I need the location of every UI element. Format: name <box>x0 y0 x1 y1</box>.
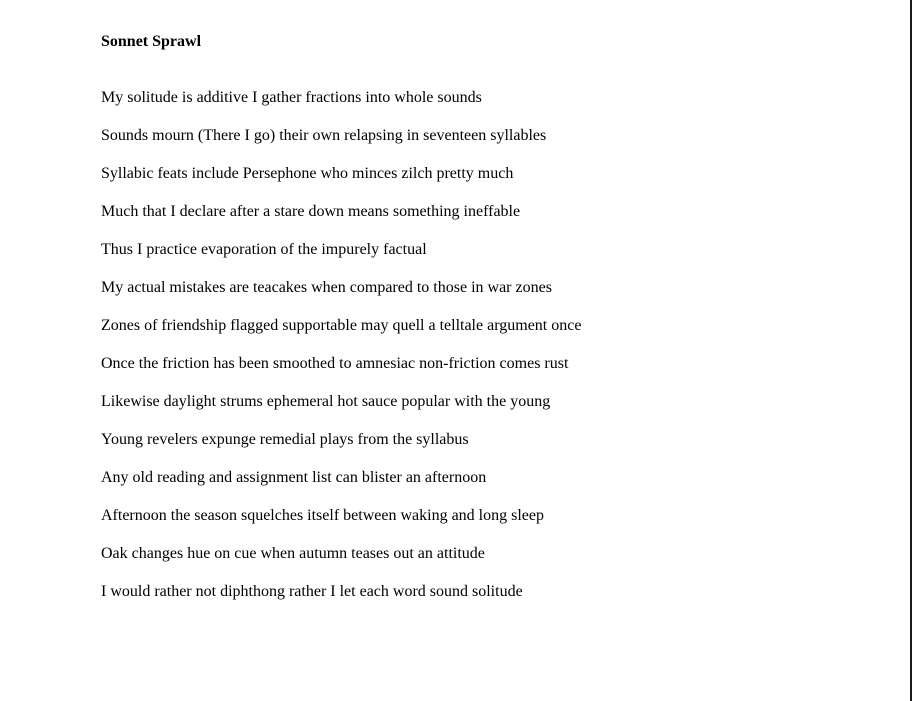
poem-line: My actual mistakes are teacakes when compared to those in war zones <box>101 279 552 296</box>
poem-line: Thus I practice evaporation of the impurely factual <box>101 241 427 258</box>
poem-line: I would rather not diphthong rather I let each word sound solitude <box>101 583 523 600</box>
poem-line: Once the friction has been smoothed to amnesiac non-friction comes rust <box>101 355 569 372</box>
poem-line: Any old reading and assignment list can blister an afternoon <box>101 469 487 486</box>
poem-line: Zones of friendship flagged supportable may quell a telltale argument once <box>101 317 582 334</box>
poem-line: Oak changes hue on cue when autumn teases out an attitude <box>101 545 485 562</box>
poem-line: Syllabic feats include Persephone who minces zilch pretty much <box>101 165 514 182</box>
poem-body <box>101 88 581 620</box>
poem-line: Much that I declare after a stare down means something ineffable <box>101 203 521 220</box>
poem-line: Young revelers expunge remedial plays from the syllabus <box>101 431 469 448</box>
poem-line: Afternoon the season squelches itself between waking and long sleep <box>101 507 544 524</box>
poem-line: My solitude is additive I gather fractions into whole sounds <box>101 89 482 106</box>
poem-line: Sounds mourn (There I go) their own relapsing in seventeen syllables <box>101 127 547 144</box>
poem-line: Likewise daylight strums ephemeral hot sauce popular with the young <box>101 393 551 410</box>
poem-title: Sonnet Sprawl <box>101 33 202 50</box>
